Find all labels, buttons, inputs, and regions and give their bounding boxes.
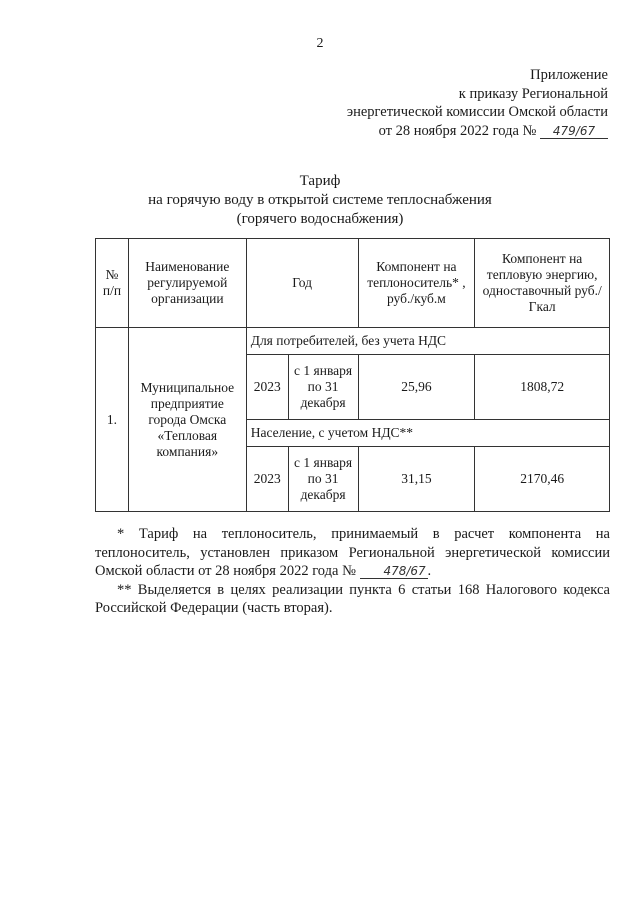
energy-value: 1808,72: [475, 355, 610, 420]
section-title: Население, с учетом НДС**: [246, 420, 609, 447]
period-cell: с 1 января по 31 декабря: [288, 355, 358, 420]
row-number: 1.: [96, 328, 129, 512]
energy-value: 2170,46: [475, 447, 610, 512]
section-row: [96, 328, 610, 355]
appendix-title: Приложение: [530, 67, 608, 83]
title-subtitle: на горячую воду в открытой системе теплоснабжения: [148, 192, 492, 208]
page-number: 2: [316, 36, 324, 51]
footnote-1: [95, 525, 610, 581]
header-num: № п/п: [96, 239, 129, 328]
footnotes: [95, 525, 610, 618]
period-cell: с 1 января по 31 декабря: [288, 447, 358, 512]
title-subtitle: (горячего водоснабжения): [236, 211, 404, 227]
footnote-1-end: .: [427, 563, 432, 579]
header-energy: Компонент на тепловую энергию, одноставочный руб./Гкал: [475, 239, 610, 328]
tariff-table: [95, 238, 610, 512]
header-year: Год: [246, 239, 358, 328]
organization-name: Муниципальное предприятие города Омска «Тепловая компания»: [128, 328, 246, 512]
order-date: от 28 ноября 2022 года №: [378, 122, 537, 139]
appendix-line: энергетической комиссии Омской области: [346, 104, 608, 120]
footnote-1-text: * Тариф на теплоноситель, принимаемый в расчет компонента на теплоноситель, установлен приказом Региональной энергетической комиссии Омской области от 28 ноября 2022 года №: [95, 526, 610, 579]
carrier-value: 31,15: [358, 447, 475, 512]
footnote-2: ** Выделяется в целях реализации пункта 6 статьи 168 Налогового кодекса Российской Федерации (часть вторая).: [95, 581, 610, 616]
year-cell: 2023: [246, 355, 288, 420]
document-title: [0, 172, 640, 229]
carrier-value: 25,96: [358, 355, 475, 420]
appendix-header: [308, 66, 608, 140]
section-title: Для потребителей, без учета НДС: [246, 328, 609, 355]
handwritten-order-number: 479/67: [540, 124, 608, 139]
title-main: Тариф: [299, 173, 341, 189]
handwritten-order-number: 478/67: [360, 564, 428, 579]
header-carrier: Компонент на теплоноситель* , руб./куб.м: [358, 239, 475, 328]
table-header-row: [96, 239, 610, 328]
order-reference: [308, 122, 608, 141]
year-cell: 2023: [246, 447, 288, 512]
appendix-line: к приказу Региональной: [458, 85, 608, 102]
header-org: Наименование регулируемой организации: [128, 239, 246, 328]
